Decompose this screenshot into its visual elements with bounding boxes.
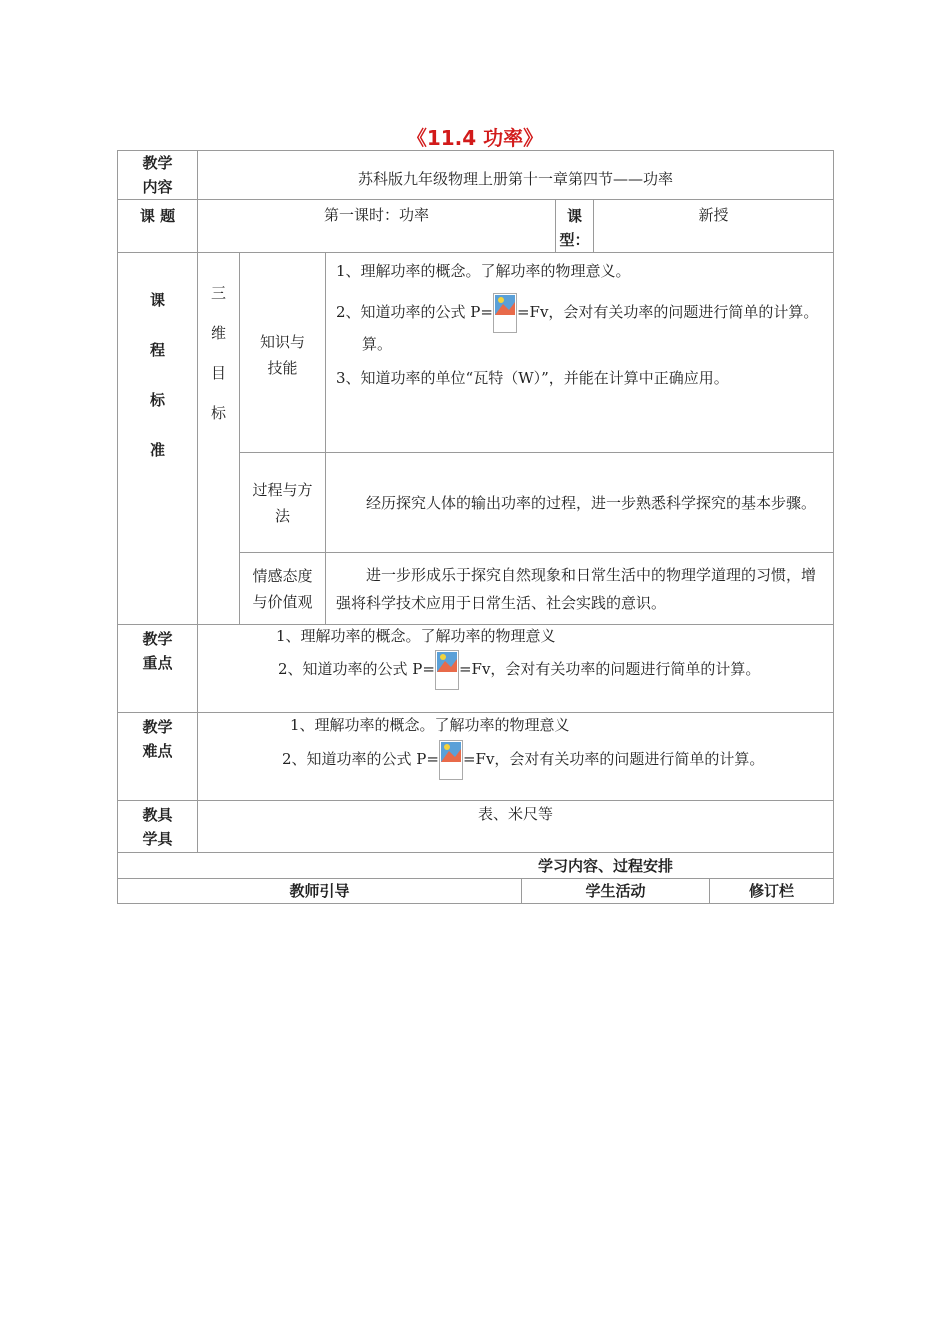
formula-image-icon bbox=[435, 650, 459, 690]
row-topic bbox=[118, 200, 834, 253]
tools-label: 教具学具 bbox=[118, 801, 198, 853]
row-key-points bbox=[118, 625, 834, 713]
lesson-plan-table bbox=[117, 150, 834, 904]
formula-image-icon bbox=[493, 293, 517, 333]
knowledge-item-2-cont: 算。 bbox=[362, 335, 393, 353]
difficult-points-content bbox=[198, 713, 834, 801]
teaching-content-value: 苏科版九年级物理上册第十一章第四节——功率 bbox=[198, 151, 834, 200]
process-header: 学习内容、过程安排 bbox=[118, 853, 834, 879]
three-dim-label: 三维目标 bbox=[198, 253, 240, 625]
key-point-1: 1、理解功率的概念。了解功率的物理意义 bbox=[276, 627, 556, 645]
knowledge-label: 知识与技能 bbox=[240, 253, 326, 453]
topic-value: 第一课时：功率 bbox=[198, 200, 556, 253]
document-title: 《11.4 功率》 bbox=[406, 126, 544, 150]
row-process-header bbox=[118, 853, 834, 879]
lesson-type-value: 新授 bbox=[594, 200, 834, 253]
knowledge-item-3: 3、知道功率的单位“瓦特（W）”，并能在计算中正确应用。 bbox=[336, 369, 729, 387]
key-points-content bbox=[198, 625, 834, 713]
curriculum-label: 课程标准 bbox=[118, 253, 198, 625]
row-tools bbox=[118, 801, 834, 853]
teaching-content-label: 教学内容 bbox=[118, 151, 198, 200]
formula-image-icon bbox=[439, 740, 463, 780]
column-revision: 修订栏 bbox=[710, 879, 834, 904]
difficult-points-label: 教学难点 bbox=[118, 713, 198, 801]
lesson-type-label: 课型： bbox=[556, 200, 594, 253]
knowledge-content bbox=[326, 253, 834, 453]
row-knowledge bbox=[118, 253, 834, 453]
process-content: 经历探究人体的输出功率的过程，进一步熟悉科学探究的基本步骤。 bbox=[326, 453, 834, 553]
emotion-content: 进一步形成乐于探究自然现象和日常生活中的物理学道理的习惯，增强将科学技术应用于日常生活、社会实践的意识。 bbox=[326, 553, 834, 625]
column-student: 学生活动 bbox=[522, 879, 710, 904]
emotion-label: 情感态度与价值观 bbox=[240, 553, 326, 625]
topic-label: 课 题 bbox=[118, 200, 198, 253]
knowledge-item-2: 2、知道功率的公式 P= =Fv，会对有关功率的问题进行简单的计算。 bbox=[326, 289, 833, 335]
row-column-headers bbox=[118, 879, 834, 904]
row-difficult-points bbox=[118, 713, 834, 801]
column-teacher: 教师引导 bbox=[118, 879, 522, 904]
difficult-point-1: 1、理解功率的概念。了解功率的物理意义 bbox=[290, 716, 570, 734]
row-teaching-content bbox=[118, 151, 834, 200]
key-point-2: 2、知道功率的公式 P= =Fv，会对有关功率的问题进行简单的计算。 bbox=[198, 647, 833, 691]
process-label: 过程与方法 bbox=[240, 453, 326, 553]
knowledge-item-1: 1、理解功率的概念。了解功率的物理意义。 bbox=[336, 262, 631, 280]
key-points-label: 教学重点 bbox=[118, 625, 198, 713]
tools-value: 表、米尺等 bbox=[198, 801, 834, 853]
difficult-point-2: 2、知道功率的公式 P= =Fv，会对有关功率的问题进行简单的计算。 bbox=[198, 737, 833, 781]
